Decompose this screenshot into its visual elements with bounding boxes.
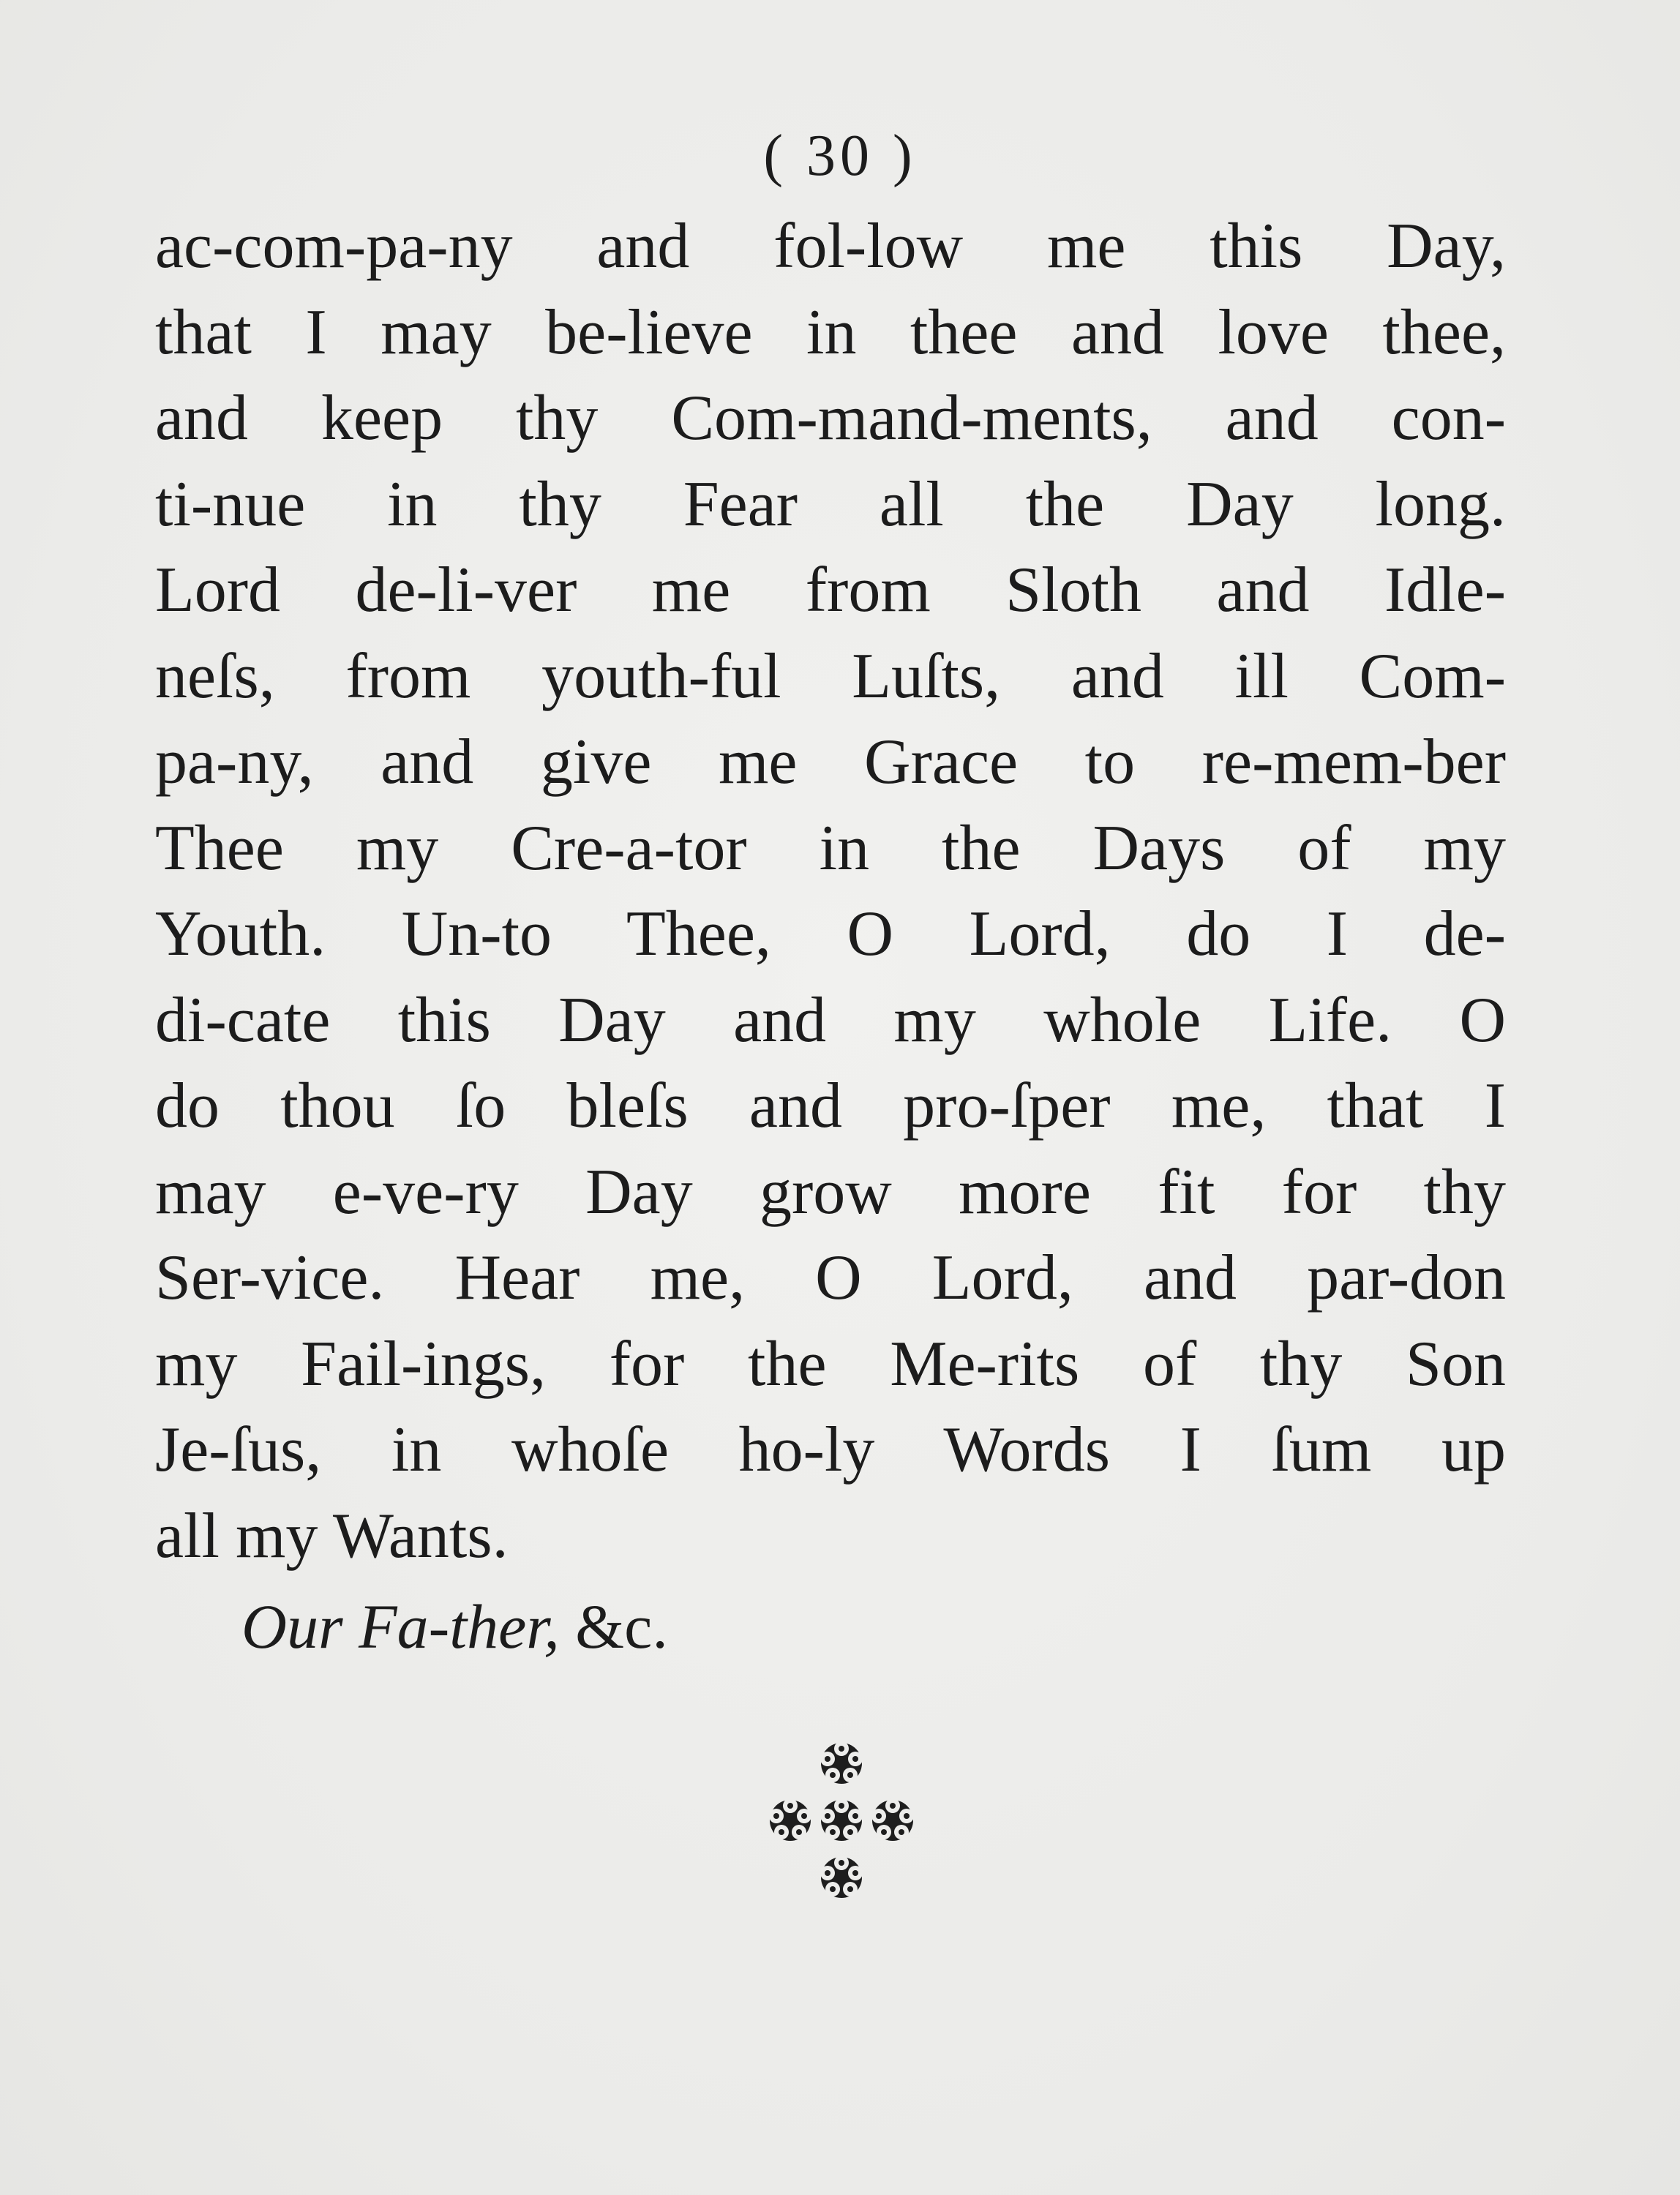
page-number: ( 30 ) — [763, 124, 917, 188]
text-line: Lord de-li-ver me from Sloth and Idle- — [155, 555, 1506, 626]
text-line: Youth. Un-to Thee, O Lord, do I de- — [155, 898, 1506, 969]
text-line: ac-com-pa-ny and fol-low me this Day, — [155, 211, 1506, 282]
text-line: di-cate this Day and my whole Life. O — [155, 984, 1506, 1056]
text-line: all my Wants. — [155, 1500, 509, 1572]
text-line: my Fail-ings, for the Me-rits of thy Son — [155, 1328, 1506, 1400]
floral-cross-ornament-icon — [754, 1734, 929, 1910]
text-line: that I may be-lieve in thee and love thee, — [155, 296, 1506, 368]
text-line: Ser-vice. Hear me, O Lord, and par-don — [155, 1242, 1506, 1313]
prayer-text — [155, 203, 1506, 1579]
closing-line — [241, 1586, 668, 1667]
text-line: and keep thy Com-mand-ments, and con- — [155, 383, 1506, 454]
text-line: Je-ſus, in whoſe ho-ly Words I ſum up — [155, 1414, 1506, 1485]
text-line: do thou ſo bleſs and pro-ſper me, that I — [155, 1070, 1506, 1141]
text-line: Thee my Cre-a-tor in the Days of my — [155, 812, 1506, 884]
text-line: pa-ny, and give me Grace to re-mem-ber — [155, 727, 1506, 798]
etc-text: &c. — [559, 1591, 668, 1662]
text-line: neſs, from youth-ful Luſts, and ill Com- — [155, 640, 1506, 712]
text-line: may e-ve-ry Day grow more fit for thy — [155, 1156, 1506, 1228]
our-father-text: Our Fa-ther, — [241, 1591, 560, 1662]
text-line: ti-nue in thy Fear all the Day long. — [155, 468, 1506, 540]
